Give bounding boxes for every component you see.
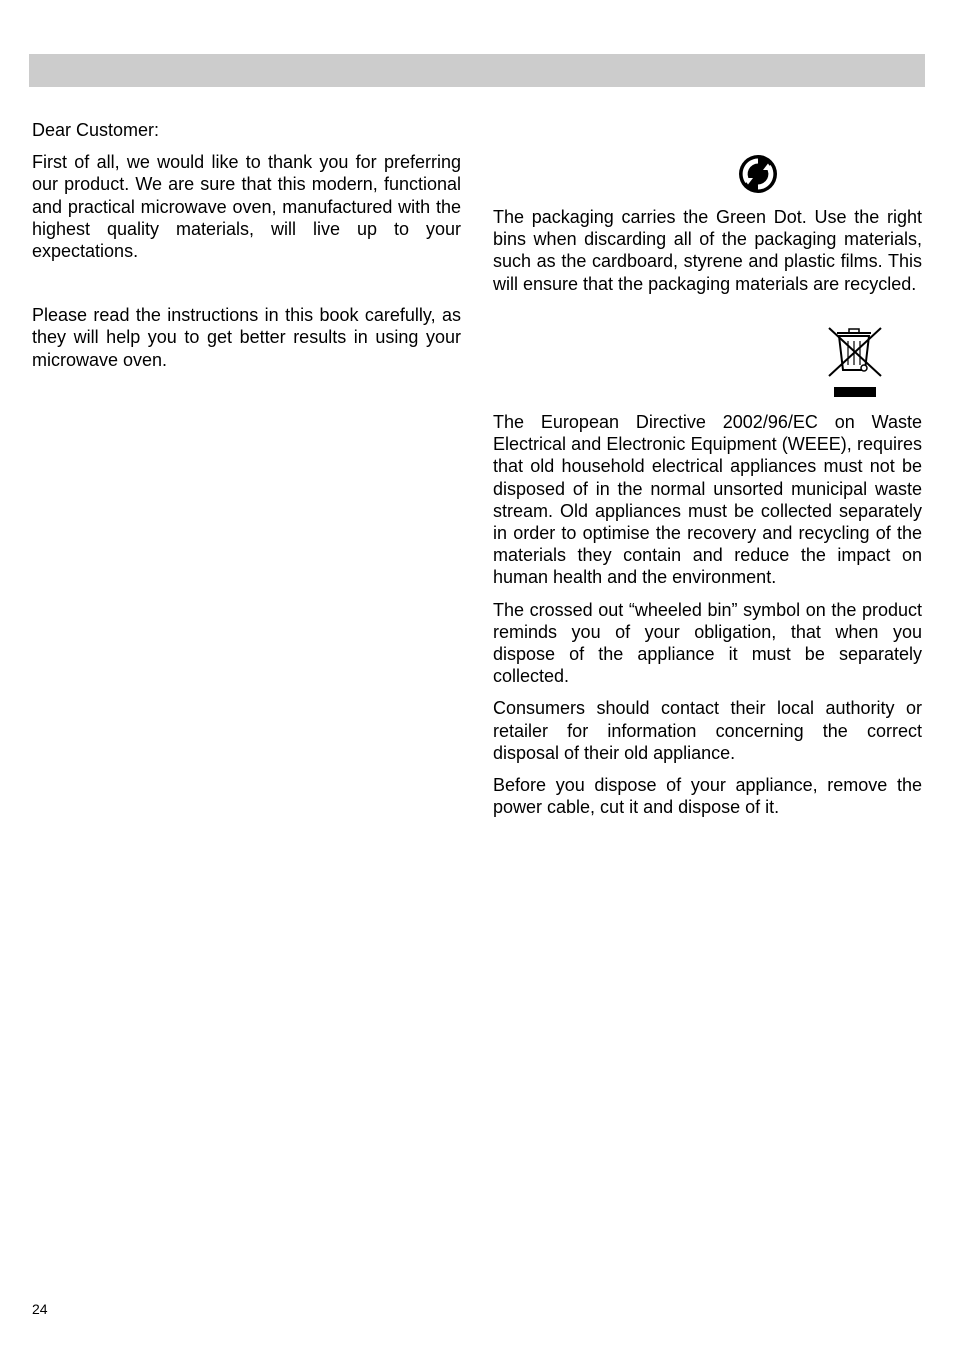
page-number: 24 bbox=[32, 1301, 48, 1317]
instructions-paragraph: Please read the instructions in this book carefully, as they will help you to get better results in using your microwave oven. bbox=[32, 305, 461, 370]
left-column bbox=[32, 119, 461, 371]
section-header-bar bbox=[29, 54, 925, 87]
green-dot-icon bbox=[738, 154, 778, 194]
greeting: Dear Customer: bbox=[32, 120, 160, 140]
weee-section bbox=[493, 411, 922, 818]
power-cable-paragraph: Before you dispose of your appliance, remove the power cable, cut it and dispose of it. bbox=[493, 775, 922, 818]
crossed-out-wheeled-bin-icon bbox=[826, 325, 884, 399]
wheeled-bin-paragraph: The crossed out “wheeled bin” symbol on the product reminds you of your obligation, that when you dispose of the appliance it must be separately collected. bbox=[493, 599, 922, 687]
packaging-section bbox=[493, 206, 922, 295]
packaging-paragraph: The packaging carries the Green Dot. Use the right bins when discarding all of the packaging materials, such as the cardboard, styrene and plastic films. This will ensure that the packaging materials are recycled. bbox=[493, 207, 922, 294]
intro-paragraph: First of all, we would like to thank you for preferring our product. We are sure that this modern, functional and practical microwave oven, manufactured with the highest quality materials, will live up to your expectations. bbox=[32, 152, 461, 262]
weee-directive-paragraph: The European Directive 2002/96/EC on Waste Electrical and Electronic Equipment (WEEE), requires that old household electrical appliances must not be disposed of in the normal unsorted municipal waste stream. Old appliances must be collected separately in order to optimise the recovery and recycling of the materials they contain and reduce the impact on human health and the environment. bbox=[493, 412, 922, 588]
consumer-contact-paragraph: Consumers should contact their local authority or retailer for information concerning the correct disposal of their old appliance. bbox=[493, 698, 922, 763]
